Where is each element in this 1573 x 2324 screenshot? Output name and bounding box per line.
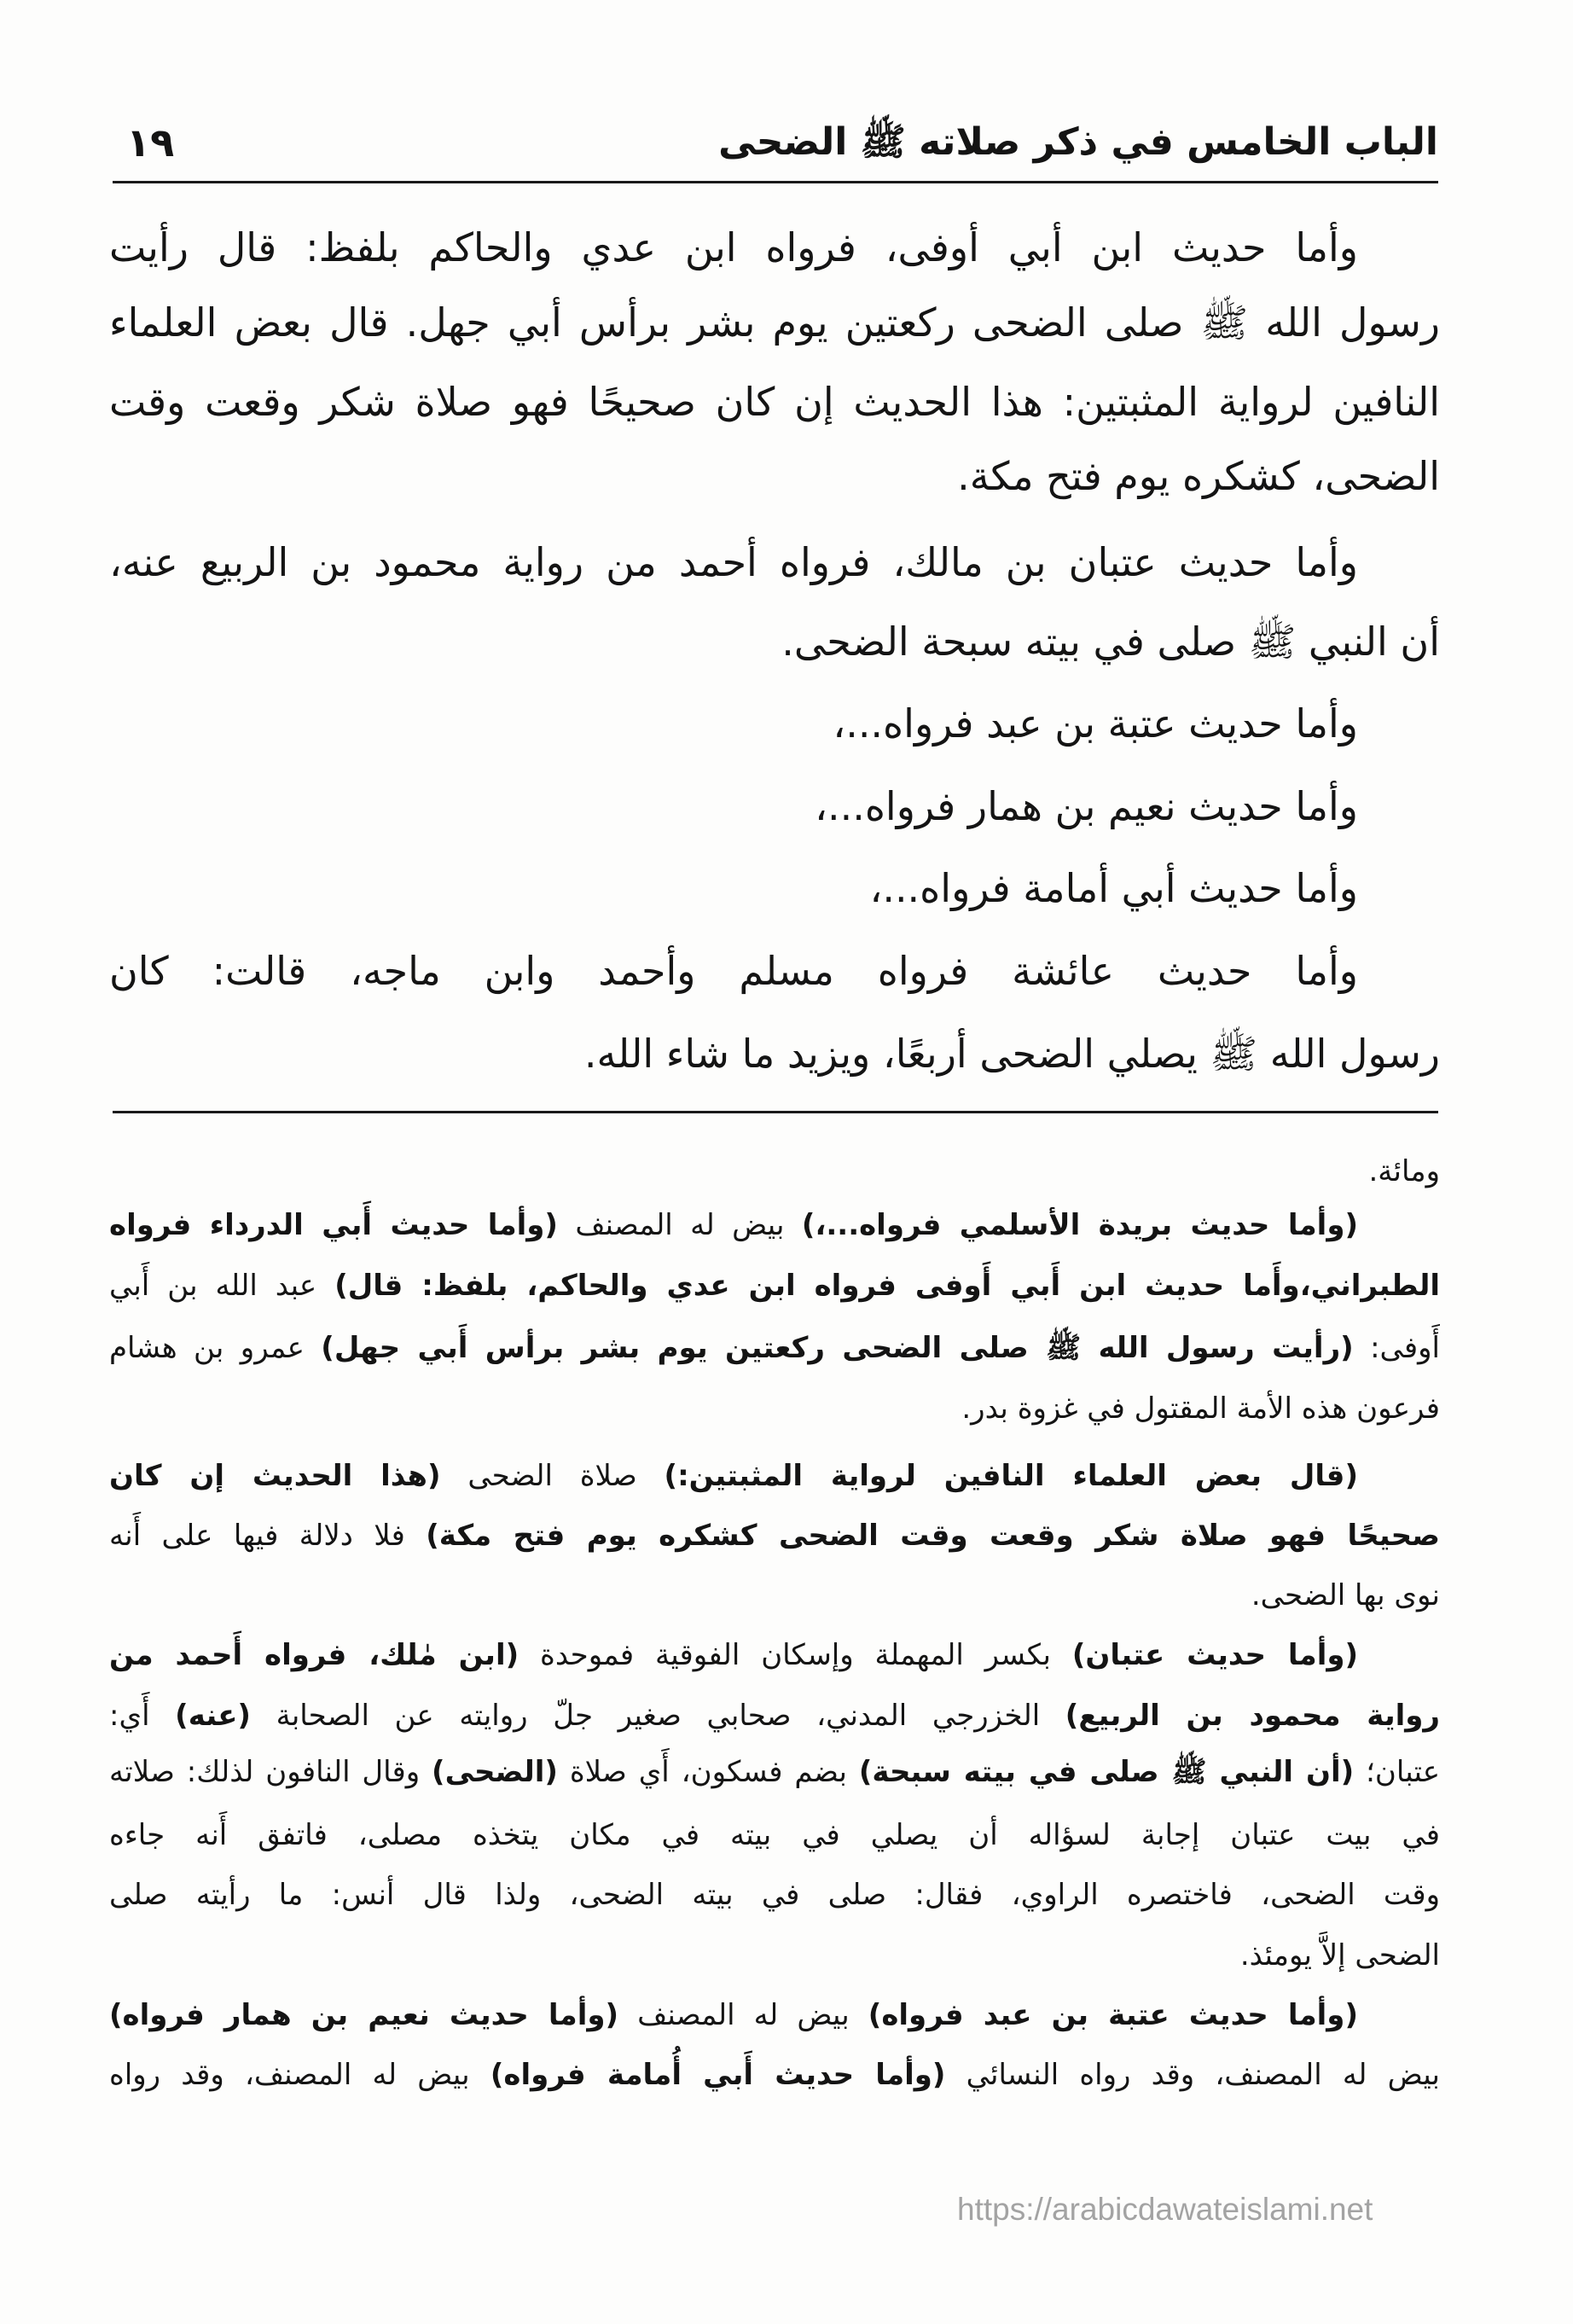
commentary-text: أَي: (109, 1699, 176, 1733)
commentary-text: أَوفى: (1353, 1331, 1440, 1365)
commentary-line (109, 1506, 1440, 1566)
commentary-line (109, 1446, 1440, 1506)
quoted-matn-text: (رأيت رسول الله ﷺ صلى الضحى ركعتين يوم بشر برأس أَبي جهل) (321, 1331, 1354, 1365)
quoted-matn-text: (وأما حديث بريدة الأسلمي فرواه...،) (801, 1208, 1358, 1242)
main-text-line: رسول الله ﷺ صلى الضحى ركعتين يوم بشر برأس أبي جهل. قال بعض العلماء (109, 299, 1440, 346)
quoted-matn-text: (أن النبي ﷺ صلى في بيته سبحة) (858, 1755, 1355, 1789)
commentary-line (109, 1318, 1440, 1378)
quoted-matn-text: صحيحًا فهو صلاة شكر وقعت وقت الضحى كشكره يوم فتح مكة) (426, 1519, 1440, 1553)
quoted-matn-text: (هذا الحديث إن كان (109, 1459, 441, 1493)
quoted-matn-text: الطبراني،وأَما حديث ابن أَبي أَوفى فرواه ابن عدي والحاكم، بلفظ: قال) (334, 1269, 1440, 1303)
commentary-text: صلاة الضحى (440, 1459, 665, 1493)
page-number: ١٩ (126, 119, 175, 166)
main-text-line: أن النبي ﷺ صلى في بيته سبحة الضحى. (781, 619, 1440, 665)
quoted-matn-text: (وأما حديث عتبة بن عبد فرواه) (868, 1998, 1358, 2032)
quoted-matn-text: رواية محمود بن الربيع) (1065, 1699, 1440, 1733)
commentary-text: ومائة. (1368, 1154, 1440, 1188)
commentary-line (109, 1805, 1440, 1865)
main-text-line: وأما حديث ابن أبي أوفى، فرواه ابن عدي والحاكم بلفظ: قال رأيت (109, 224, 1358, 270)
quoted-matn-text: (وأما حديث أَبي أُمامة فرواه) (490, 2058, 946, 2092)
commentary-line (109, 1625, 1440, 1685)
commentary-line (109, 1142, 1440, 1201)
main-text-line: رسول الله ﷺ يصلي الضحى أربعًا، ويزيد ما شاء الله. (583, 1031, 1440, 1077)
quoted-matn-text: (قال بعض العلماء النافين لرواية المثبتين:) (664, 1459, 1358, 1493)
commentary-text: وقت الضحى، فاختصره الراوي، فقال: صلى في بيته الضحى، ولذا قال أنس: ما رأيته صلى (109, 1878, 1440, 1912)
commentary-text: بكسر المهملة وإسكان الفوقية فموحدة (519, 1638, 1072, 1672)
main-text-line: وأما حديث نعيم بن همار فرواه...، (815, 783, 1358, 829)
main-text-line: وأما حديث أبي أمامة فرواه...، (869, 865, 1358, 911)
commentary-text: فلا دلالة فيها على أَنه (109, 1519, 427, 1553)
header-rule (113, 181, 1438, 183)
commentary-line (109, 2045, 1440, 2105)
commentary-text: الضحى إلاَّ يومئذ. (1239, 1938, 1440, 1972)
quoted-matn-text: (الضحى) (432, 1755, 558, 1789)
quoted-matn-text: (وأما حديث عتبان) (1071, 1638, 1359, 1672)
commentary-line (109, 1926, 1440, 1985)
quoted-matn-text: (وأما حديث أَبي الدرداء فرواه (109, 1208, 558, 1242)
quoted-matn-text: (ابن مٰلك، فرواه أَحمد من (109, 1638, 519, 1672)
footnote-separator (113, 1111, 1438, 1113)
commentary-line (109, 1865, 1440, 1925)
main-text-line: النافين لرواية المثبتين: هذا الحديث إن كان صحيحًا فهو صلاة شكر وقعت وقت (109, 379, 1440, 425)
main-text-line: وأما حديث عتبان بن مالك، فرواه أحمد من رواية محمود بن الربيع عنه، (109, 539, 1358, 585)
main-text-line: وأما حديث عائشة فرواه مسلم وأحمد وابن ماجه، قالت: كان (109, 948, 1358, 994)
commentary-line (109, 1985, 1440, 2045)
commentary-text: بضم فسكون، أَي صلاة (557, 1755, 859, 1789)
commentary-text: نوى بها الضحى. (1251, 1578, 1440, 1612)
commentary-text: بيض له المصنف (557, 1208, 802, 1242)
commentary-text: عتبان؛ (1354, 1755, 1440, 1789)
commentary-line (109, 1686, 1440, 1746)
commentary-text: فرعون هذه الأمة المقتول في غزوة بدر. (961, 1391, 1440, 1426)
commentary-line (109, 1566, 1440, 1625)
quoted-matn-text: (وأما حديث نعيم بن همار فرواه) (109, 1998, 619, 2032)
commentary-text: عمرو بن هشام (109, 1331, 322, 1365)
watermark-url: https://arabicdawateislami.net (957, 2192, 1373, 2227)
main-text-line: الضحى، كشكره يوم فتح مكة. (957, 453, 1440, 499)
quoted-matn-text: (عنه) (175, 1699, 251, 1733)
commentary-line (109, 1379, 1440, 1438)
commentary-text: وقال النافون لذلك: صلاته (109, 1755, 432, 1789)
commentary-text: الخزرجي المدني، صحابي صغير جلّ روايته عن الصحابة (250, 1699, 1065, 1733)
commentary-text: بيض له المصنف، وقد رواه النسائي (945, 2058, 1440, 2092)
commentary-text: بيض له المصنف (618, 1998, 868, 2032)
chapter-title: الباب الخامس في ذكر صلاته ﷺ الضحى (718, 120, 1438, 164)
commentary-text: بيض له المصنف، وقد رواه (109, 2058, 490, 2092)
commentary-text: في بيت عتبان إجابة لسؤاله أن يصلي في بيته في مكان يتخذه مصلى، فاتفق أَنه جاءه (109, 1818, 1440, 1852)
main-text-line: وأما حديث عتبة بن عبد فرواه...، (833, 700, 1358, 747)
commentary-line (109, 1195, 1440, 1255)
commentary-text: عبد الله بن أَبي (109, 1269, 335, 1303)
commentary-line (109, 1256, 1440, 1316)
commentary-line (109, 1742, 1440, 1802)
